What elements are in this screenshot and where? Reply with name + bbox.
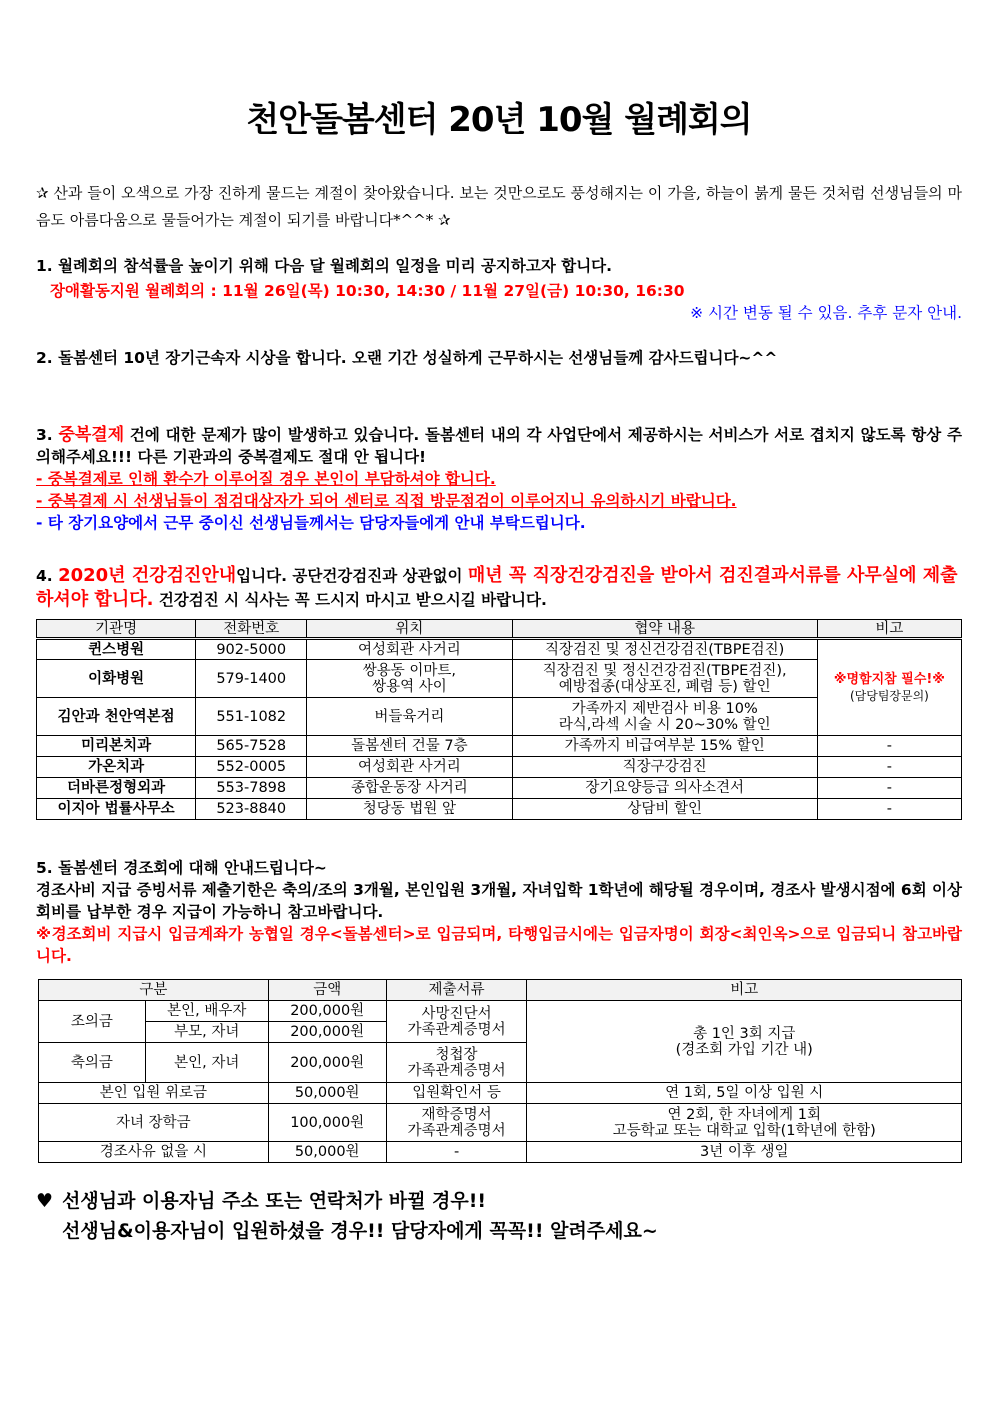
agreement-content: 직장검진 및 정신건강검진(TBPE검진), 예방접종(대상포진, 폐렴 등) 할인 [512, 660, 817, 698]
documents-cell: 재학증명서 가족관계증명서 [386, 1104, 527, 1142]
agreement-content: 가족까지 제반검사 비용 10% 라식,라섹 시술 시 20~30% 할인 [512, 698, 817, 736]
section-5-heading: 5. 돌봄센터 경조회에 대해 안내드립니다~ [36, 859, 327, 877]
institution-name: 더바른정형외과 [37, 778, 196, 799]
subcategory-cell: 부모, 자녀 [145, 1022, 268, 1043]
section-4-number: 4. [36, 567, 59, 585]
amount-cell: 200,000원 [268, 1043, 386, 1083]
section-4-text-1: 입니다. 공단건강검진과 상관없이 [236, 567, 468, 585]
table-header-row [39, 980, 962, 1001]
category-cell: 축의금 [39, 1043, 146, 1083]
table-row [37, 639, 962, 660]
institution-phone: 552-0005 [196, 757, 307, 778]
section-5-account-note: ※경조회비 지급시 입금계좌가 농협일 경우<돌봄센터>로 입금되며, 타행입금시에는 입금자명이 회장<최인옥>으로 입금되니 참고바랍니다. [36, 925, 962, 965]
section-3-bullet-1: - 중복결제로 인해 환수가 이루어질 경우 본인이 부담하셔야 합니다. [36, 470, 496, 488]
agreement-content: 장기요양등급 의사소견서 [512, 778, 817, 799]
column-header: 구분 [39, 980, 269, 1001]
section-1-heading: 1. 월례회의 참석률을 높이기 위해 다음 달 월례회의 일정을 미리 공지하고자 합니다. [36, 257, 613, 275]
documents-cell: 청첩장 가족관계증명서 [386, 1043, 527, 1083]
institution-phone: 553-7898 [196, 778, 307, 799]
institution-phone: 551-1082 [196, 698, 307, 736]
table-row [39, 1083, 962, 1104]
footer-line-1 [36, 1186, 962, 1216]
institution-location: 쌍용동 이마트, 쌍용역 사이 [307, 660, 512, 698]
institution-location: 여성회관 사거리 [307, 757, 512, 778]
table-header-row [37, 620, 962, 639]
note-cell: 연 2회, 한 자녀에게 1회 고등학교 또는 대학교 입학(1학년에 한함) [527, 1104, 962, 1142]
note-cell: 연 1회, 5일 이상 입원 시 [527, 1083, 962, 1104]
row-note: - [817, 799, 961, 820]
column-header: 금액 [268, 980, 386, 1001]
institution-name: 이지아 법률사무소 [37, 799, 196, 820]
section-4-text-2: 건강검진 시 식사는 꼭 드시지 마시고 받으시길 바랍니다. [153, 591, 547, 609]
amount-cell: 200,000원 [268, 1022, 386, 1043]
category-cell: 자녀 장학금 [39, 1104, 269, 1142]
section-4 [36, 564, 962, 612]
congratulations-condolences-table [38, 979, 962, 1163]
merged-note-cell: 총 1인 3회 지급 (경조회 가입 기간 내) [527, 1001, 962, 1083]
institution-location: 종합운동장 사거리 [307, 778, 512, 799]
column-header: 기관명 [37, 620, 196, 639]
row-note: - [817, 778, 961, 799]
institution-name: 김안과 천안역본점 [37, 698, 196, 736]
amount-cell: 100,000원 [268, 1104, 386, 1142]
section-3-bullet-2: - 중복결제 시 선생님들이 점검대상자가 되어 센터로 직접 방문점검이 이루어지니 유의하시기 바랍니다. [36, 492, 737, 510]
amount-cell: 50,000원 [268, 1083, 386, 1104]
institution-location: 여성회관 사거리 [307, 639, 512, 660]
section-5 [36, 857, 962, 967]
agreement-content: 직장구강검진 [512, 757, 817, 778]
amount-cell: 200,000원 [268, 1001, 386, 1022]
intro-paragraph: ✰ 산과 들이 오색으로 가장 진하게 물드는 계절이 찾아왔습니다. 보는 것만으로도 풍성해지는 이 가을, 하늘이 붉게 물든 것처럼 선생님들의 마음도 아름다움으로 물들어가는 계절이 되기를 바랍니다*^^* ✰ [36, 184, 962, 229]
meeting-schedule: 장애활동지원 월례회의 : 11월 26일(목) 10:30, 14:30 / 11월 27일(금) 10:30, 16:30 [50, 282, 685, 300]
institution-name: 미리본치과 [37, 736, 196, 757]
table-row [39, 1104, 962, 1142]
section-2: 2. 돌봄센터 10년 장기근속자 시상을 합니다. 오랜 기간 성실하게 근무하시는 선생님들께 감사드립니다~^^ [36, 349, 778, 367]
column-header: 제출서류 [386, 980, 527, 1001]
row-note: - [817, 736, 961, 757]
subcategory-cell: 본인, 자녀 [145, 1043, 268, 1083]
institution-location: 버들육거리 [307, 698, 512, 736]
duplicate-payment-keyword: 중복결제 [58, 425, 125, 445]
section-3-text: 건에 대한 문제가 많이 발생하고 있습니다. 돌봄센터 내의 각 사업단에서 제공하시는 서비스가 서로 겹치지 않도록 항상 주의해주세요!!! 다른 기관과의 중복결제도 절대 안 됩니다! [36, 426, 962, 466]
section-5-text: 경조사비 지급 증빙서류 제출기한은 축의/조의 3개월, 본인입원 3개월, 자녀입학 1학년에 해당될 경우이며, 경조사 발생시점에 6회 이상 회비를 납부한 경우 지급이 가능하니 참고바랍니다. [36, 881, 963, 921]
institution-phone: 523-8840 [196, 799, 307, 820]
footer-line-1-text: 선생님과 이용자님 주소 또는 연락처가 바뀔 경우!! [62, 1190, 487, 1212]
documents-cell: - [386, 1142, 527, 1163]
heart-icon: ♥ [36, 1190, 54, 1212]
note-cell: 3년 이후 생일 [527, 1142, 962, 1163]
merged-note-cell [817, 639, 961, 736]
footer-line-2: 선생님&이용자님이 입원하셨을 경우!! 담당자에게 꼭꼭!! 알려주세요~ [62, 1220, 658, 1242]
agreement-content: 직장검진 및 정신건강검진(TBPE검진) [512, 639, 817, 660]
table-row [37, 799, 962, 820]
category-cell: 본인 입원 위로금 [39, 1083, 269, 1104]
agreement-content: 가족까지 비급여부분 15% 할인 [512, 736, 817, 757]
health-check-requirement: 매년 꼭 직장건강검진을 받아서 검진결과서류를 사무실에 제출하셔야 합니다. [36, 565, 958, 610]
table-row [37, 778, 962, 799]
partner-institutions-table [36, 619, 962, 820]
institution-phone: 579-1400 [196, 660, 307, 698]
institution-name: 가온치과 [37, 757, 196, 778]
section-3-number: 3. [36, 426, 59, 444]
institution-location: 돌봄센터 건물 7층 [307, 736, 512, 757]
documents-cell: 입원확인서 등 [386, 1083, 527, 1104]
column-header: 비고 [817, 620, 961, 639]
institution-name: 퀸스병원 [37, 639, 196, 660]
amount-cell: 50,000원 [268, 1142, 386, 1163]
category-cell: 조의금 [39, 1001, 146, 1043]
section-3 [36, 424, 962, 534]
table-row [39, 1142, 962, 1163]
page-title: 천안돌봄센터 20년 10월 월례회의 [246, 100, 752, 140]
section-3-bullet-3: - 타 장기요양에서 근무 중이신 선생님들께서는 담당자들에게 안내 부탁드립니다. [36, 514, 586, 532]
institution-name: 이화병원 [37, 660, 196, 698]
documents-cell: 사망진단서 가족관계증명서 [386, 1001, 527, 1043]
institution-location: 청당동 법원 앞 [307, 799, 512, 820]
business-card-required-note: ※명함지참 필수!※ [833, 671, 945, 687]
schedule-note: ※ 시간 변동 될 수 있음. 추후 문자 안내. [690, 304, 962, 322]
contact-team-leader-note: (담당팀장문의) [849, 688, 929, 703]
table-row [39, 1001, 962, 1022]
agreement-content: 상담비 할인 [512, 799, 817, 820]
section-1 [36, 255, 962, 324]
subcategory-cell: 본인, 배우자 [145, 1001, 268, 1022]
column-header: 전화번호 [196, 620, 307, 639]
column-header: 비고 [527, 980, 962, 1001]
table-row [37, 757, 962, 778]
row-note: - [817, 757, 961, 778]
column-header: 협약 내용 [512, 620, 817, 639]
institution-phone: 902-5000 [196, 639, 307, 660]
category-cell: 경조사유 없을 시 [39, 1142, 269, 1163]
table-row [37, 736, 962, 757]
section-3-paragraph [36, 424, 962, 468]
health-check-title: 2020년 건강검진안내 [58, 565, 237, 586]
column-header: 위치 [307, 620, 512, 639]
institution-phone: 565-7528 [196, 736, 307, 757]
footer-notice [36, 1186, 962, 1246]
